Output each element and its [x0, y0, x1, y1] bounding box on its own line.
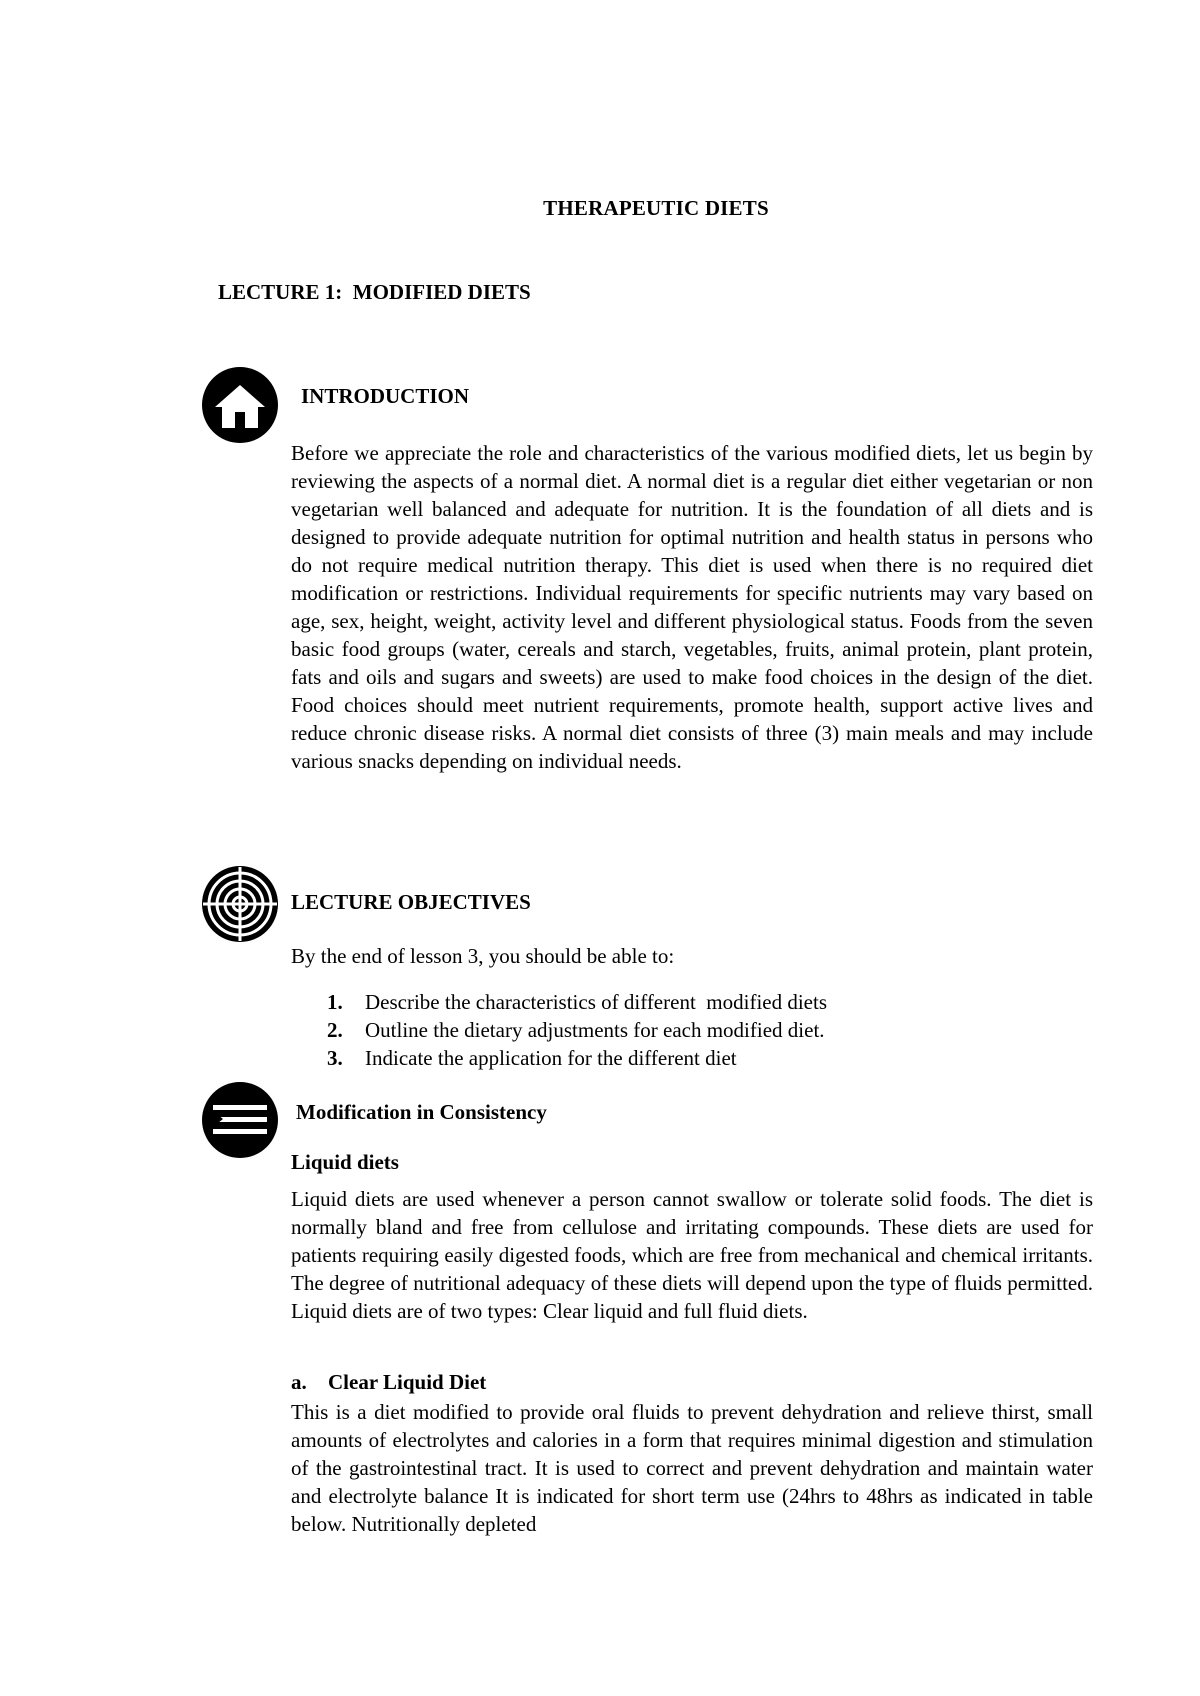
document-title: THERAPEUTIC DIETS: [543, 196, 769, 220]
liquid-diets-heading: Liquid diets: [291, 1150, 399, 1174]
home-icon: [201, 366, 279, 444]
introduction-heading: INTRODUCTION: [301, 384, 470, 408]
list-item: 2. Outline the dietary adjustments for each modified diet.: [327, 1018, 825, 1042]
list-item: 1. Describe the characteristics of different modified diets: [327, 990, 828, 1014]
objectives-list: [325, 988, 1105, 1072]
list-item: 3. Indicate the application for the different diet: [327, 1046, 737, 1070]
consistency-heading: Modification in Consistency: [296, 1100, 547, 1124]
objectives-intro: By the end of lesson 3, you should be able to:: [291, 944, 675, 968]
clear-liquid-paragraph: This is a diet modified to provide oral fluids to prevent dehydration and relieve thirst, small amounts of electrolytes and calories in a form that requires minimal digestion and stimulation of the gastrointestinal tract. It is used to correct and prevent dehydration and maintain water and electrolyte balance It is indicated for short term use (24hrs to 48hrs as indicated in table below. Nutritionally depleted: [291, 1400, 1093, 1536]
liquid-diets-paragraph: Liquid diets are used whenever a person cannot swallow or tolerate solid foods. The diet is normally bland and free from cellulose and irritating compounds. These diets are used for patients requiring easily digested foods, which are free from mechanical and chemical irritants. The degree of nutritional adequacy of these diets will depend upon the type of fluids permitted. Liquid diets are of two types: Clear liquid and full fluid diets.: [291, 1187, 1093, 1323]
lecture-heading: LECTURE 1: MODIFIED DIETS: [218, 280, 531, 304]
list-icon: [201, 1081, 279, 1159]
objectives-heading: LECTURE OBJECTIVES: [291, 890, 531, 914]
introduction-paragraph: Before we appreciate the role and characteristics of the various modified diets, let us begin by reviewing the aspects of a normal diet. A normal diet is a regular diet either vegetarian or non vegetarian well balanced and adequate for nutrition. It is the foundation of all diets and is designed to provide adequate nutrition for optimal nutrition and health status in persons who do not require medical nutrition therapy. This diet is used when there is no required diet modification or restrictions. Individual requirements for specific nutrients may vary based on age, sex, height, weight, activity level and different physiological status. Foods from the seven basic food groups (water, cereals and starch, vegetables, fruits, animal protein, plant protein, fats and oils and sugars and sweets) are used to make food choices in the design of the diet. Food choices should meet nutrient requirements, promote health, support active lives and reduce chronic disease risks. A normal diet consists of three (3) main meals and may include various snacks depending on individual needs.: [291, 441, 1093, 773]
clear-liquid-heading: a. Clear Liquid Diet: [291, 1370, 487, 1394]
target-icon: [201, 865, 279, 943]
